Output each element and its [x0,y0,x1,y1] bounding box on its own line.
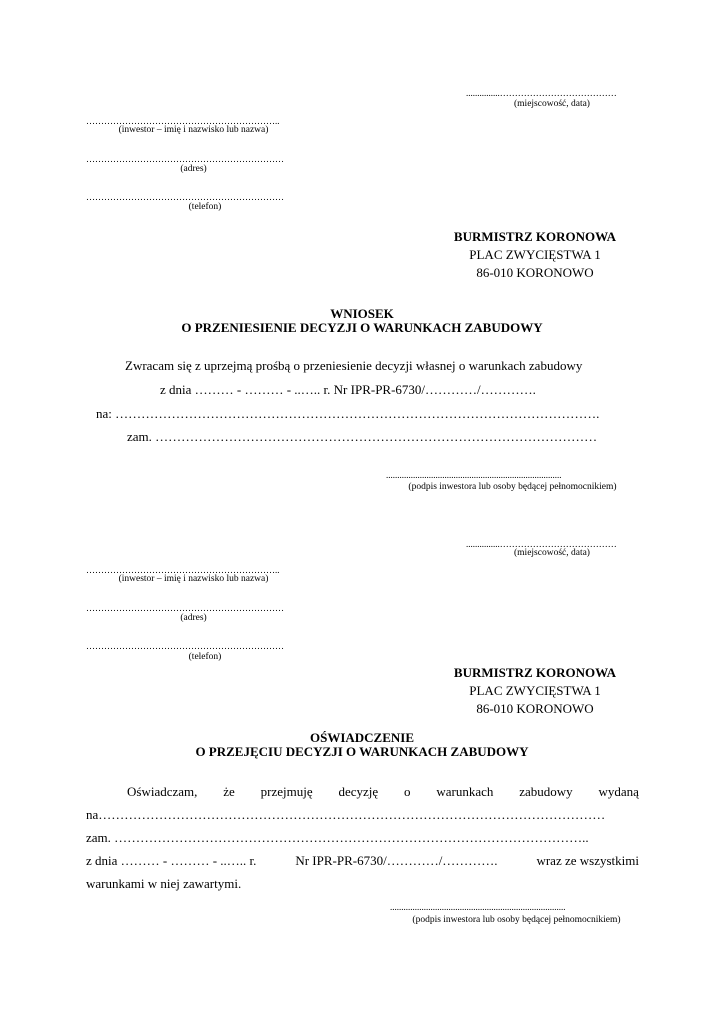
form-title [86,307,638,335]
phone-dots: ………………………………………………………… [86,641,284,651]
statement-word: że [223,784,235,799]
statement-number: Nr IPR-PR-6730/…………/…………. [295,853,498,868]
address-label: (adres) [180,613,207,623]
statement-line2: na……………………………………………………………………………………………………… [86,807,606,822]
place-date-label: (miejscowość, data) [514,99,590,109]
statement-line1 [127,783,639,801]
investor-label: (inwestor – imię i nazwisko lub nazwa) [118,574,269,584]
investor-label: (inwestor – imię i nazwisko lub nazwa) [118,125,269,135]
form-title [86,731,638,759]
investor-dots: ……………………………………………………….. [86,116,280,126]
recipient-city: 86-010 KORONOWO [476,265,594,280]
signature-dots: .............................................................................. [390,902,566,912]
statement-line3: zam. ……………………………………………………………………………………………….. [86,830,589,845]
recipient-address [430,664,640,718]
form-title-main: WNIOSEK [330,306,394,321]
place-date-dots: ...............………………………………… [466,539,617,549]
form-title-main: OŚWIADCZENIE [309,730,415,745]
recipient-city: 86-010 KORONOWO [476,701,594,716]
recipient-name: BURMISTRZ KORONOWA [453,665,617,680]
form-title-sub: O PRZEJĘCIU DECYZJI O WARUNKACH ZABUDOWY [195,744,529,759]
form-title-sub: O PRZENIESIENIE DECYZJI O WARUNKACH ZABUDOWY [181,320,543,335]
place-date-label: (miejscowość, data) [514,548,590,558]
phone-label: (telefon) [188,202,222,212]
phone-dots: ………………………………………………………… [86,192,284,202]
address-dots: ………………………………………………………… [86,154,284,164]
recipient-address [430,228,640,282]
statement-date: z dnia ……… - ……… - ..….. r. [86,853,257,868]
request-text-line2: z dnia ……… - ……… - ..….. r. Nr IPR-PR-6730/…………/…………. [160,382,536,397]
investor-dots: ……………………………………………………….. [86,565,280,575]
statement-word: wydaną [598,784,639,799]
statement-word: warunkach [436,784,494,799]
recipient-street: PLAC ZWYCIĘSTWA 1 [469,683,601,698]
statement-word: Oświadczam, [127,784,198,799]
request-text-line1: Zwracam się z uprzejmą prośbą o przeniesienie decyzji własnej o warunkach zabudowy [125,358,583,373]
place-date-dots: ...............………………………………… [466,88,617,98]
request-text-line3: na: …………………………………………………………………………………………………. [96,406,600,421]
signature-label: (podpis inwestora lub osoby będącej pełnomocnikiem) [412,915,621,925]
statement-word: zabudowy [519,784,573,799]
statement-line5: warunkami w niej zawartymi. [86,876,242,891]
request-text-line4: zam. ………………………………………………………………………………………… [127,429,598,444]
address-dots: ………………………………………………………… [86,603,284,613]
recipient-name: BURMISTRZ KORONOWA [453,229,617,244]
statement-line4 [86,852,639,870]
statement-word: przejmuję [260,784,313,799]
signature-dots: .............................................................................. [386,470,562,480]
signature-label: (podpis inwestora lub osoby będącej pełnomocnikiem) [408,482,617,492]
statement-tail: wraz ze wszystkimi [536,853,639,868]
statement-word: o [404,784,411,799]
recipient-street: PLAC ZWYCIĘSTWA 1 [469,247,601,262]
address-label: (adres) [180,164,207,174]
statement-word: decyzję [338,784,379,799]
phone-label: (telefon) [188,652,222,662]
